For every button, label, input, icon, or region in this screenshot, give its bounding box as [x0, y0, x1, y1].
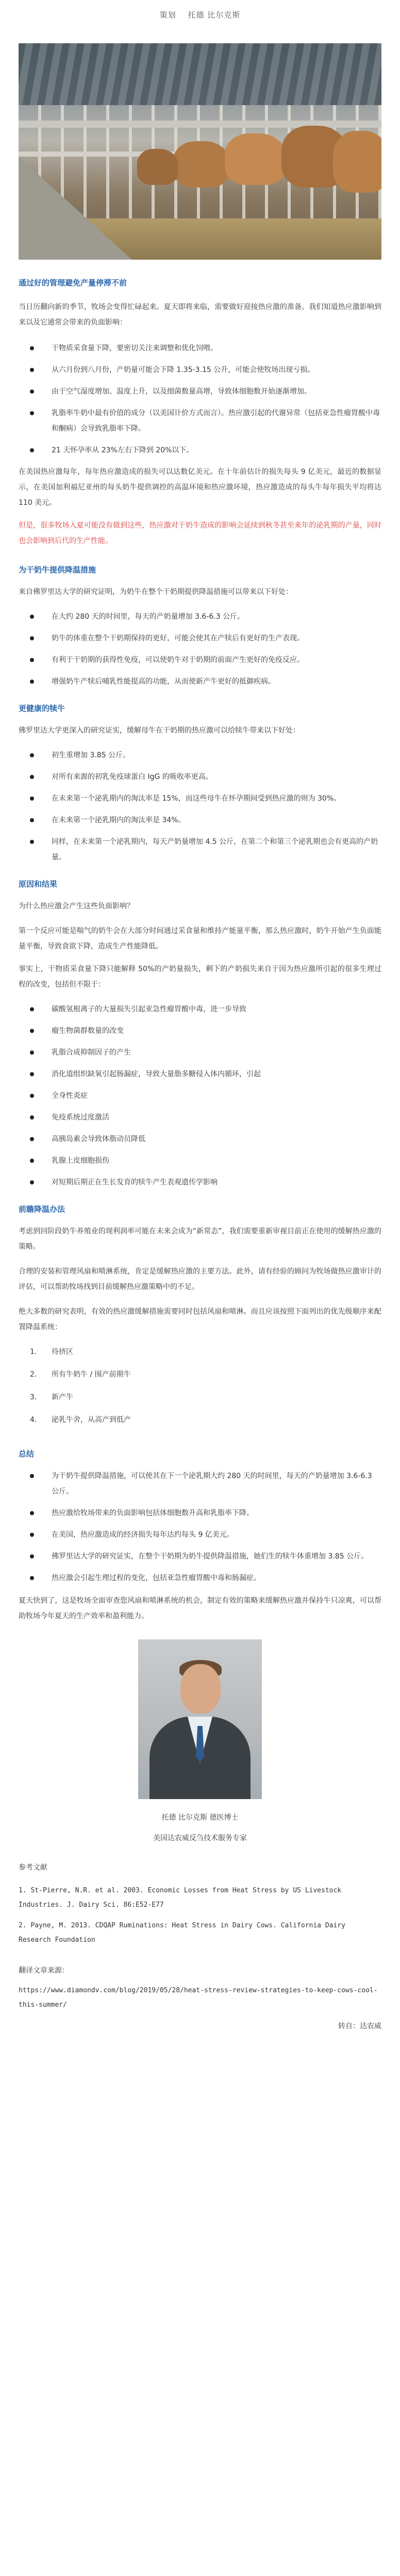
- causes-bullet-item: [19, 1088, 381, 1104]
- causes-bullet-item-text: 高胰岛素会导致体脂动员降低: [52, 1135, 145, 1143]
- calves-bullet-item-text: 同样，在未来第一个泌乳期内，每天产奶量增加 4.5 公斤，在第二个和第三个泌乳期也会有更高的产奶量。: [52, 838, 378, 861]
- calves-bullet-item: [19, 748, 381, 763]
- section-heading-summary: 总结: [19, 1449, 35, 1459]
- list-number: 3.: [30, 1393, 37, 1401]
- references-list: [19, 1884, 381, 1954]
- bullet-dot-icon: [30, 1007, 34, 1011]
- calves-bullet-item-text: 在未来第一个泌乳期内的淘汰率是 34%。: [52, 816, 186, 824]
- intro-bullet-item: [19, 443, 381, 458]
- list-number: 2.: [30, 1370, 37, 1379]
- intro-bullet-item-text: 乳脂率牛奶中最有价值的成分（以美国计价方式而言）。热应激引起的代谢异常（包括亚急性瘤胃酸中毒和酮病）会导致乳脂率下降。: [52, 409, 380, 433]
- header-author: 托德 比尔克斯: [188, 10, 241, 20]
- bullet-dot-icon: [30, 1072, 34, 1076]
- causes-bullet-item-text: 碳酸氢根离子的大量损失引起亚急性瘤胃酸中毒，进一步导致: [52, 1005, 246, 1013]
- intro-bullet-item-text: 21 天怀孕率从 23%左右下降到 20%以下。: [52, 446, 194, 454]
- causes-bullet-item-text: 瘤生物菌群数量的改变: [52, 1027, 124, 1035]
- author-title: 美国达农威反刍技术服务专家: [153, 1834, 247, 1842]
- dry-cows-bullet-item-text: 在大约 280 天的时间里，每天的产奶量增加 3.6-6.3 公斤。: [52, 613, 245, 621]
- cooling-priority-item: [19, 1367, 381, 1382]
- source-url[interactable]: https://www.diamondv.com/blog/2019/05/28/heat-stress-review-strategies-to-keep-cows-cool-this-summer/: [19, 1987, 378, 2009]
- dry-cows-bullet-item-text: 增强奶牛产犊后哺乳性能提高的功能，从而使新产牛更好的抵御疾病。: [52, 677, 275, 686]
- causes-paragraph-1: 第一个反应可能是喘气的奶牛会在大部分时间通过采食量和维持产能量平衡，那么热应激时，奶牛开始产生负面能量平衡，导致食欲下降，造成生产性能降低。: [19, 927, 381, 951]
- calves-bullet-item-text: 对所有来源的初乳免疫球蛋白 IgG 的吸收率更高。: [52, 773, 213, 781]
- calves-bullet-item-text: 初生重增加 3.85 公斤。: [52, 751, 130, 759]
- bullet-dot-icon: [30, 615, 34, 619]
- references-heading: 参考文献: [19, 1863, 47, 1872]
- causes-bullet-item: [19, 1110, 381, 1125]
- calves-bullet-item: [19, 769, 381, 785]
- cooling-paragraph-3: 绝大多数的研究表明，有效的热应激缓解措施需要同时包括风扇和喷淋。而且应该按照下面列出的优先级顺序来配置降温系统：: [19, 1308, 381, 1331]
- bullet-dot-icon: [30, 1115, 34, 1120]
- calves-bullet-item: [19, 791, 381, 806]
- intro-highlight: 但是，很多牧场入夏可能没有做到这些，热应激对于奶牛造成的影响会延续到秋冬甚至来年的泌乳期的产量，同时也会影响到后代的生产性能。: [19, 521, 381, 545]
- summary-bullet-item: [19, 1549, 381, 1564]
- bullet-dot-icon: [30, 796, 34, 801]
- summary-bullet-item-text: 在美国，热应激造成的经济损失每年达约每头 9 亿美元。: [52, 1531, 234, 1539]
- bullet-dot-icon: [30, 1474, 34, 1478]
- bullet-dot-icon: [30, 1159, 34, 1163]
- article-header: [19, 0, 381, 30]
- header-label: 策划: [159, 10, 176, 20]
- bullet-dot-icon: [30, 1554, 34, 1558]
- author-portrait: [138, 1639, 262, 1799]
- section-heading-causes: 原因和结果: [19, 879, 58, 889]
- intro-bullet-item: [19, 362, 381, 378]
- summary-bullet-item-text: 热应激给牧场带来的负面影响包括体细胞数升高和乳脂率下降。: [52, 1509, 254, 1517]
- cooling-paragraph-1: 考虑到回阶段奶牛养殖业的现利润率可能在未来会成为“新常态”，我们需要重新审视目前正在使用的缓解热应激的策略。: [19, 1227, 381, 1251]
- causes-bullet-item: [19, 1066, 381, 1082]
- bullet-dot-icon: [30, 775, 34, 779]
- summary-bullet-list: [19, 1468, 381, 1586]
- bullet-dot-icon: [30, 680, 34, 684]
- causes-bullet-item: [19, 1045, 381, 1060]
- cooling-priority-item: [19, 1412, 381, 1428]
- causes-bullet-item: [19, 1023, 381, 1039]
- bullet-dot-icon: [30, 1137, 34, 1141]
- reference-item: 1. St-Pierre, N.R. et al. 2003. Economic Losses from Heat Stress by US Livestock Industries. J. Dairy Sci. 86:E52-E77: [19, 1887, 342, 1909]
- intro-bullet-item-text: 干物质采食量下降，要密切关注来调整和优化饲喂。: [52, 344, 218, 352]
- intro-bullet-item-text: 从六月份到八月份，产奶量可能会下降 1.35-3.15 公升，可能会使牧场出现亏损。: [52, 366, 315, 374]
- calves-bullet-item: [19, 812, 381, 828]
- list-number: 1.: [30, 1348, 37, 1356]
- summary-bullet-item-text: 为干奶牛提供降温措施，可以使其在下一个泌乳期大约 280 天的时间里，每天的产奶量增加 3.6-6.3 公斤。: [52, 1472, 372, 1496]
- bullet-dot-icon: [30, 753, 34, 757]
- dry-cows-bullet-item: [19, 631, 381, 646]
- summary-bullet-item: [19, 1505, 381, 1521]
- dry-cows-bullet-list: [19, 609, 381, 689]
- barn-cows-photo: [19, 43, 381, 260]
- causes-bullet-item-text: 乳腺上皮细胞损伤: [52, 1157, 109, 1165]
- cooling-priority-text: 泌乳牛舍，从高产到低产: [52, 1416, 131, 1424]
- causes-bullet-item: [19, 1131, 381, 1147]
- footer-credit: 转自：达农威: [338, 2022, 381, 2030]
- cooling-priority-item: [19, 1344, 381, 1360]
- intro-bullet-item: [19, 341, 381, 356]
- calves-bullet-item: [19, 834, 381, 865]
- section-heading-management: 通过好的管理避免产量停滞不前: [19, 278, 127, 287]
- bullet-dot-icon: [30, 389, 34, 394]
- causes-bullet-item: [19, 1002, 381, 1017]
- list-number: 4.: [30, 1416, 37, 1424]
- causes-question: 为什么热应激会产生这些负面影响？: [19, 902, 134, 910]
- cooling-priority-text: 新产牛: [52, 1393, 73, 1401]
- bullet-dot-icon: [30, 411, 34, 415]
- intro-bullet-list: [19, 341, 381, 458]
- bullet-dot-icon: [30, 1029, 34, 1033]
- summary-paragraph: 夏天快到了，这是牧场全面审查您风扇和喷淋系统的机会，制定有效的策略来缓解热应激并保持牛只凉爽，可以帮助牧场今年夏天的生产效率和盈利能力。: [19, 1597, 381, 1620]
- bullet-dot-icon: [30, 636, 34, 640]
- intro-bullet-item: [19, 384, 381, 399]
- calves-bullet-item-text: 在未来第一个泌乳期内的淘汰率是 15%，而这些母牛在怀孕期间受到热应激的则为 30%。: [52, 794, 341, 803]
- causes-bullet-item: [19, 1175, 381, 1190]
- intro-bullet-item: [19, 405, 381, 436]
- causes-bullet-item-text: 消化道组织缺氧引起肠漏症，导致大量脂多糖侵入体内循环，引起: [52, 1070, 261, 1078]
- causes-bullet-list: [19, 1002, 381, 1190]
- bullet-dot-icon: [30, 840, 34, 844]
- causes-bullet-item-text: 全身性炎症: [52, 1092, 88, 1100]
- bullet-dot-icon: [30, 1094, 34, 1098]
- calves-paragraph: 佛罗里达大学更深入的研究证实，缓解母牛在干奶期的热应激可以给犊牛带来以下好处：: [19, 726, 300, 735]
- dry-cows-bullet-item: [19, 652, 381, 668]
- intro-paragraph-1: 当日历翻向新的季节，牧场会变得忙碌起来。夏天即将来临，需要做好迎接热应激的准备。我们知道热应激影响到来以及它通常会带来的负面影响：: [19, 303, 381, 327]
- bullet-dot-icon: [30, 1533, 34, 1537]
- bullet-dot-icon: [30, 818, 34, 822]
- intro-paragraph-2: 在美国热应激每年，每年热应激造成的损失可以达数亿美元。在十年前估计的损失每头 9 亿美元，最近的数据显示，在美国加利福尼亚州的每头奶牛提供调控的高温环境和热应激环境，热应激造成的每头牛每年损失平均将达 110 美元。: [19, 468, 381, 507]
- bullet-dot-icon: [30, 346, 34, 350]
- causes-bullet-item-text: 免疫系统过度激活: [52, 1113, 109, 1122]
- summary-bullet-item: [19, 1570, 381, 1586]
- source-label: 翻译文章来源：: [19, 1967, 69, 1975]
- summary-bullet-item-text: 佛罗里达大学的研究证实，在整个干奶期为奶牛提供降温措施，她们生的犊牛体重增加 3.85 公斤。: [52, 1552, 369, 1561]
- cooling-paragraph-2: 合理的安装和管理风扇和喷淋系统，肯定是缓解热应激的主要方法。此外，请有经验的顾问为牧场做热应激审计的评估，可以帮助牧场找到目前缓解热应激策略中的不足。: [19, 1267, 381, 1291]
- calves-bullet-list: [19, 748, 381, 865]
- reference-item: 2. Payne, M. 2013. CDQAP Ruminations: Heat Stress in Dairy Cows. California Dairy Research Foundation: [19, 1922, 345, 1944]
- causes-bullet-item-text: 乳脂合成抑制因子的产生: [52, 1048, 131, 1057]
- bullet-dot-icon: [30, 1576, 34, 1580]
- causes-paragraph-2: 事实上，干物质采食量下降只能解释 50%的产奶量损失，剩下的产奶损失来自于因为热应激所引起的很多生理过程的改变，包括但不限于：: [19, 965, 381, 989]
- dry-cows-bullet-item: [19, 674, 381, 689]
- dry-cows-bullet-item-text: 奶牛的体重在整个干奶期保持的更好，可能会使其在产犊后有更好的生产表现。: [52, 634, 304, 642]
- cooling-priority-text: 所有牛奶牛 / 围产前期牛: [52, 1370, 131, 1379]
- dry-cows-paragraph: 来自佛罗里达大学的研究证明，为奶牛在整个干奶期提供降温措施可以带来以下好处：: [19, 588, 293, 596]
- bullet-dot-icon: [30, 1180, 34, 1184]
- bullet-dot-icon: [30, 1050, 34, 1055]
- cooling-priority-text: 待挤区: [52, 1348, 73, 1356]
- bullet-dot-icon: [30, 448, 34, 452]
- bullet-dot-icon: [30, 658, 34, 662]
- author-name: 托德 比尔克斯 德医博士: [161, 1814, 239, 1822]
- cooling-priority-item: [19, 1389, 381, 1405]
- causes-bullet-item-text: 对短期后期正在生长发育的犊牛产生表观遗传学影响: [52, 1178, 218, 1187]
- dry-cows-bullet-item-text: 有利于干奶期的获得性免疫，可以使奶牛对于奶期的前面产生更好的免疫反应。: [52, 656, 304, 664]
- summary-bullet-item: [19, 1468, 381, 1499]
- dry-cows-bullet-item: [19, 609, 381, 624]
- cooling-priority-list: [19, 1344, 381, 1435]
- section-heading-cooling: 前瞻降温办法: [19, 1205, 65, 1214]
- intro-bullet-item-text: 由于空气湿度增加、温度上升，以及细菌数量高增，导致体细胞数开始逐渐增加。: [52, 387, 311, 396]
- causes-bullet-item: [19, 1153, 381, 1168]
- section-heading-calves: 更健康的犊牛: [19, 704, 65, 713]
- bullet-dot-icon: [30, 368, 34, 372]
- bullet-dot-icon: [30, 1511, 34, 1515]
- summary-bullet-item-text: 热应激会引起生理过程的变化，包括亚急性瘤胃酸中毒和肠漏症。: [52, 1574, 261, 1582]
- summary-bullet-item: [19, 1527, 381, 1543]
- section-heading-dry-cows: 为干奶牛提供降温措施: [19, 565, 96, 574]
